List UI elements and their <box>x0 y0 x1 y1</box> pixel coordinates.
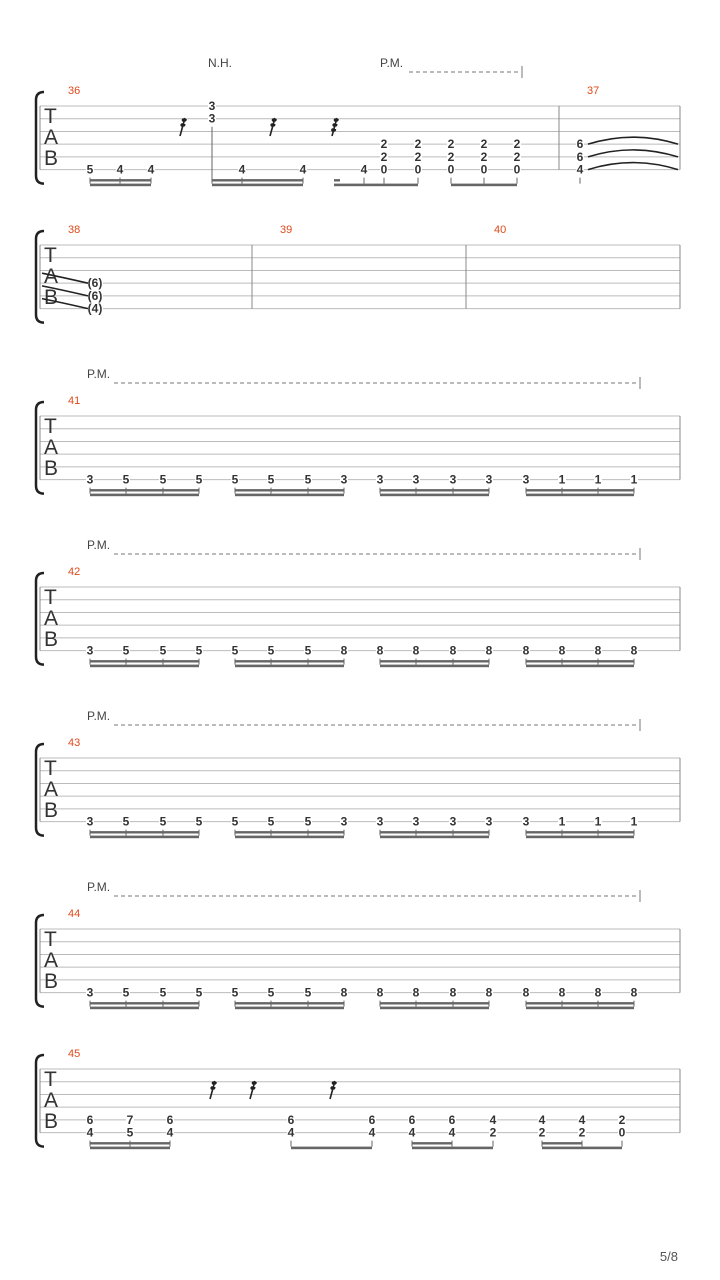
measure-number: 38 <box>68 224 81 236</box>
fret-number: 1 <box>558 472 566 487</box>
beam-secondary <box>90 660 199 662</box>
beam-secondary <box>212 179 303 181</box>
fret-number: 0 <box>513 162 521 177</box>
fret-number: 6 <box>287 1112 295 1127</box>
fret-number: 2 <box>538 1125 546 1140</box>
fret-number: 8 <box>340 985 348 1000</box>
beam-secondary <box>90 1142 170 1144</box>
fret-number: 5 <box>159 814 167 829</box>
beam-secondary <box>380 489 489 491</box>
tab-clef-letter: A <box>44 436 59 459</box>
tab-clef-letter: B <box>44 799 59 822</box>
beam-secondary <box>90 179 151 181</box>
beam-secondary <box>412 1142 453 1144</box>
fret-number: 0 <box>447 162 455 177</box>
fret-number: 3 <box>86 643 94 658</box>
beam <box>380 836 489 839</box>
beam <box>526 494 634 497</box>
fret-number: 1 <box>594 814 602 829</box>
beam-secondary <box>542 1142 582 1144</box>
annotation-pm: P.M. <box>380 56 404 70</box>
fret-number: 3 <box>485 472 493 487</box>
measure-number: 39 <box>280 224 293 236</box>
fret-number: 8 <box>485 643 493 658</box>
measure-number: 45 <box>68 1048 81 1060</box>
fret-number: 6 <box>368 1112 376 1127</box>
beam <box>526 1007 634 1010</box>
fret-number: 8 <box>558 643 566 658</box>
beam <box>412 1147 493 1150</box>
tab-clef-letter: A <box>44 126 59 149</box>
tab-clef-letter: B <box>44 286 59 309</box>
beam <box>235 494 344 497</box>
annotation-pm: P.M. <box>87 709 111 723</box>
beam <box>526 836 634 839</box>
fret-number: 0 <box>480 162 488 177</box>
measure-number: 43 <box>68 737 81 749</box>
fret-number: 4 <box>166 1125 174 1140</box>
fret-number: 2 <box>513 149 521 164</box>
fret-number: 5 <box>195 814 203 829</box>
beam <box>90 1147 170 1150</box>
fret-number: 3 <box>86 985 94 1000</box>
tab-clef-letter: A <box>44 949 59 972</box>
fret-number: 8 <box>522 643 530 658</box>
tab-clef-letter: T <box>44 105 57 128</box>
beam <box>291 1147 372 1150</box>
fret-number: 5 <box>304 472 312 487</box>
fret-number: 2 <box>480 149 488 164</box>
beam <box>90 1007 199 1010</box>
beam-secondary <box>526 660 634 662</box>
fret-number: 2 <box>618 1112 626 1127</box>
fret-number: 3 <box>376 814 384 829</box>
fret-number: 5 <box>195 472 203 487</box>
fret-number: 4 <box>86 1125 94 1140</box>
fret-number: 8 <box>376 643 384 658</box>
fret-number: 8 <box>412 985 420 1000</box>
tie-arc <box>588 163 678 170</box>
fret-number: 5 <box>267 985 275 1000</box>
fret-number: 5 <box>122 814 130 829</box>
fret-number: 4 <box>489 1112 497 1127</box>
fret-number: 5 <box>231 472 239 487</box>
fret-number: 5 <box>122 985 130 1000</box>
tab-clef-letter: B <box>44 970 59 993</box>
fret-number: 4 <box>299 162 307 177</box>
fret-number: 8 <box>485 985 493 1000</box>
fret-number: (6) <box>87 276 103 291</box>
annotation-pm: P.M. <box>87 367 111 381</box>
beam <box>90 494 199 497</box>
fret-number: 5 <box>231 643 239 658</box>
fret-number: 3 <box>485 814 493 829</box>
beam-secondary <box>90 1002 199 1004</box>
fret-number: 3 <box>86 472 94 487</box>
fret-number: 6 <box>408 1112 416 1127</box>
fret-number: 5 <box>267 472 275 487</box>
fret-number: 5 <box>231 814 239 829</box>
beam <box>90 665 199 668</box>
annotation-pm: P.M. <box>87 538 111 552</box>
fret-number: 5 <box>122 643 130 658</box>
beam <box>90 836 199 839</box>
measure-number: 37 <box>587 85 600 97</box>
fret-number: (6) <box>87 288 103 303</box>
fret-number: 5 <box>267 643 275 658</box>
fret-number: 8 <box>412 643 420 658</box>
fret-number: 2 <box>489 1125 497 1140</box>
beam <box>334 184 418 187</box>
fret-number: 5 <box>159 643 167 658</box>
fret-number: 4 <box>576 162 584 177</box>
tab-clef-letter: T <box>44 1068 57 1091</box>
fret-number: 6 <box>576 137 584 152</box>
fret-number: 8 <box>594 643 602 658</box>
fret-number: 5 <box>86 162 94 177</box>
fret-number: 5 <box>231 985 239 1000</box>
fret-number: 3 <box>449 814 457 829</box>
beam-secondary <box>334 179 340 181</box>
fret-number: 1 <box>630 814 638 829</box>
fret-number: 4 <box>538 1112 546 1127</box>
fret-number: 4 <box>238 162 246 177</box>
fret-number: 0 <box>618 1125 626 1140</box>
fret-number: 5 <box>267 814 275 829</box>
beam-secondary <box>235 660 344 662</box>
fret-number: 5 <box>304 814 312 829</box>
fret-number: 8 <box>594 985 602 1000</box>
beam <box>542 1147 622 1150</box>
measure-number: 42 <box>68 566 81 578</box>
tab-clef-letter: B <box>44 1110 59 1133</box>
beam <box>90 184 151 187</box>
annotation-nh: N.H. <box>208 56 232 70</box>
fret-number: 5 <box>159 985 167 1000</box>
fret-number: 8 <box>522 985 530 1000</box>
tab-clef-letter: B <box>44 147 59 170</box>
fret-number: 6 <box>576 149 584 164</box>
sixteenth-rest <box>180 118 186 136</box>
fret-number: 5 <box>304 985 312 1000</box>
tie-arc <box>588 137 678 144</box>
fret-number: 4 <box>287 1125 295 1140</box>
thirtysecond-rest <box>331 118 338 136</box>
fret-number: 8 <box>630 985 638 1000</box>
measure-number: 36 <box>68 85 81 97</box>
sixteenth-rest <box>330 1081 336 1099</box>
fret-number: 6 <box>166 1112 174 1127</box>
beam-secondary <box>380 831 489 833</box>
tab-clef-letter: T <box>44 928 57 951</box>
tab-clef-letter: A <box>44 1089 59 1112</box>
measure-number: 44 <box>68 908 81 920</box>
beam <box>526 665 634 668</box>
sixteenth-rest <box>210 1081 216 1099</box>
beam <box>451 184 517 187</box>
beam-secondary <box>235 1002 344 1004</box>
tab-clef-letter: T <box>44 415 57 438</box>
beam <box>212 184 303 187</box>
sixteenth-rest <box>270 118 276 136</box>
fret-number: 1 <box>594 472 602 487</box>
fret-number: 3 <box>86 814 94 829</box>
fret-number: 2 <box>414 137 422 152</box>
tab-clef-letter: T <box>44 757 57 780</box>
beam <box>380 665 489 668</box>
beam <box>235 1007 344 1010</box>
fret-number: 4 <box>408 1125 416 1140</box>
beam <box>380 1007 489 1010</box>
fret-number: 3 <box>208 99 216 113</box>
beam-secondary <box>235 489 344 491</box>
tab-clef-letter: T <box>44 586 57 609</box>
fret-number: 8 <box>376 985 384 1000</box>
fret-number: 4 <box>578 1112 586 1127</box>
fret-number: 2 <box>480 137 488 152</box>
tab-clef-letter: B <box>44 457 59 480</box>
fret-number: 6 <box>86 1112 94 1127</box>
fret-number: 5 <box>122 472 130 487</box>
fret-number: 2 <box>380 137 388 152</box>
fret-number: 3 <box>412 814 420 829</box>
fret-number: 2 <box>578 1125 586 1140</box>
fret-number: 8 <box>558 985 566 1000</box>
fret-number: 7 <box>126 1112 134 1127</box>
fret-number: 1 <box>558 814 566 829</box>
fret-number: 0 <box>380 162 388 177</box>
fret-number: 3 <box>208 111 216 126</box>
beam <box>380 494 489 497</box>
fret-number: 4 <box>448 1125 456 1140</box>
fret-number: 8 <box>630 643 638 658</box>
fret-number: 3 <box>522 472 530 487</box>
fret-number: 4 <box>147 162 155 177</box>
beam-secondary <box>90 489 199 491</box>
beam-secondary <box>235 831 344 833</box>
fret-number: 1 <box>630 472 638 487</box>
measure-number: 41 <box>68 395 81 407</box>
fret-number: 4 <box>360 162 368 177</box>
fret-number: 3 <box>412 472 420 487</box>
tab-clef-letter: A <box>44 778 59 801</box>
annotation-pm: P.M. <box>87 880 111 894</box>
tab-clef-letter: T <box>44 244 57 267</box>
fret-number: 3 <box>340 814 348 829</box>
fret-number: 3 <box>449 472 457 487</box>
measure-number: 40 <box>494 224 507 236</box>
tab-clef-letter: A <box>44 265 59 288</box>
fret-number: 4 <box>368 1125 376 1140</box>
fret-number: 8 <box>449 985 457 1000</box>
fret-number: 8 <box>449 643 457 658</box>
fret-number: 5 <box>195 643 203 658</box>
fret-number: 2 <box>414 149 422 164</box>
fret-number: 4 <box>116 162 124 177</box>
page-number: 5/8 <box>659 1249 678 1264</box>
sixteenth-rest <box>250 1081 256 1099</box>
beam-secondary <box>526 489 634 491</box>
tie-arc <box>588 150 678 157</box>
fret-number: 2 <box>380 149 388 164</box>
tab-clef-letter: B <box>44 628 59 651</box>
fret-number: 8 <box>340 643 348 658</box>
beam-secondary <box>380 660 489 662</box>
beam-secondary <box>526 831 634 833</box>
fret-number: 2 <box>447 149 455 164</box>
beam-secondary <box>526 1002 634 1004</box>
fret-number: 0 <box>414 162 422 177</box>
fret-number: 2 <box>447 137 455 152</box>
beam <box>235 836 344 839</box>
fret-number: 3 <box>376 472 384 487</box>
fret-number: (4) <box>87 301 103 316</box>
fret-number: 3 <box>340 472 348 487</box>
beam-secondary <box>380 1002 489 1004</box>
fret-number: 5 <box>195 985 203 1000</box>
fret-number: 5 <box>304 643 312 658</box>
tab-clef-letter: A <box>44 607 59 630</box>
fret-number: 2 <box>513 137 521 152</box>
fret-number: 5 <box>126 1125 134 1140</box>
beam-secondary <box>90 831 199 833</box>
fret-number: 3 <box>522 814 530 829</box>
fret-number: 5 <box>159 472 167 487</box>
beam <box>235 665 344 668</box>
fret-number: 6 <box>448 1112 456 1127</box>
